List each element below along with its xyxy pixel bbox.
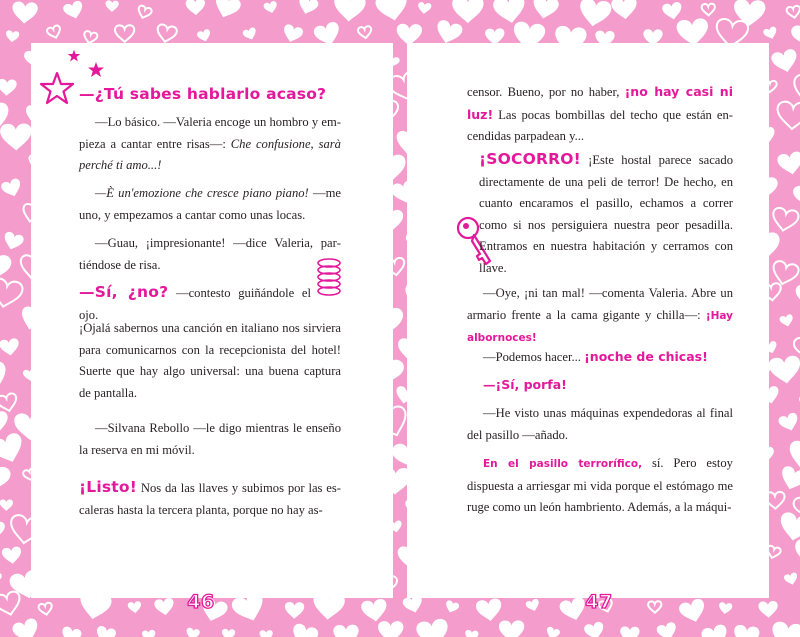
heart-icon <box>732 624 760 637</box>
paragraph-text: —Podemos hacer... <box>483 350 585 364</box>
paragraph-text: Las pocas bombillas del techo que están encendidas parpadean y... <box>467 107 733 144</box>
emphasis-text: ¡Hay albornoces! <box>467 309 733 345</box>
emphasis-text: En el pasillo terrorífico, <box>483 458 643 470</box>
heart-icon <box>105 0 119 12</box>
paragraph <box>79 84 341 107</box>
heart-icon <box>776 101 800 130</box>
paragraph <box>79 112 341 177</box>
heart-icon <box>475 598 503 623</box>
heart-icon <box>281 23 304 45</box>
paragraph-text: ¡Ojalá sabernos una canción en italiano nos sirviera para comunicarnos con la recepcionista del hotel! Suerte que hay algo universal: una buena captura de pantalla. <box>79 321 341 400</box>
paragraph-text: —me uno, y empezamos a cantar como unas locas. <box>79 186 341 222</box>
heart-icon <box>620 626 640 637</box>
paragraph <box>79 418 341 461</box>
heart-icon <box>656 621 679 637</box>
heart-icon <box>786 5 800 18</box>
heart-icon <box>531 0 560 21</box>
star-filled-icon <box>67 49 81 63</box>
heart-icon <box>0 431 27 467</box>
left-page <box>31 43 393 613</box>
heart-icon <box>0 79 17 96</box>
heart-icon <box>196 29 212 44</box>
paragraph <box>79 233 341 276</box>
emphasis-text: ¡SOCORRO! <box>479 150 581 168</box>
heart-icon <box>465 630 479 637</box>
emphasis-text: —Sí, ¿no? <box>79 283 169 301</box>
paragraph <box>467 346 733 369</box>
heart-icon <box>583 621 606 637</box>
heart-icon <box>263 0 279 14</box>
paragraph <box>79 477 341 521</box>
heart-icon <box>115 25 134 42</box>
heart-icon <box>733 0 766 28</box>
heart-icon <box>0 52 1 67</box>
heart-icon <box>790 21 800 48</box>
page-number: 47 <box>585 591 613 613</box>
heart-icon <box>777 412 800 434</box>
heart-icon <box>5 30 19 43</box>
paragraph <box>79 318 341 404</box>
heart-icon <box>333 0 366 23</box>
heart-icon <box>1 546 22 565</box>
heart-icon <box>0 571 2 584</box>
heart-icon <box>0 338 20 357</box>
heart-icon <box>768 355 800 386</box>
heart-icon <box>648 601 662 613</box>
heart-icon <box>185 0 205 16</box>
star-outline-icon <box>39 71 75 107</box>
heart-icon <box>46 25 62 40</box>
heart-icon <box>127 601 142 614</box>
paragraph-text: —Silvana Rebollo —le digo mientras le enseño la reserva en mi móvil. <box>79 421 341 457</box>
paragraph <box>467 374 733 397</box>
emphasis-text: —¡Sí, porfa! <box>483 377 567 392</box>
right-page <box>407 43 769 613</box>
heart-icon <box>333 624 359 637</box>
paragraph-text: sí. Pero estoy dispuesta a arriesgar mi vida porque el estómago me ruge como un león hambriento. Además, a la máqui- <box>467 456 733 515</box>
paragraph-text: —Guau, ¡impresionante! —dice Valeria, partiéndose de risa. <box>79 236 341 272</box>
italic-text: Che confusione, sarà perché ti amo...! <box>79 136 341 173</box>
heart-icon <box>415 618 450 637</box>
emphasis-text: ¡Listo! <box>79 478 138 496</box>
heart-icon <box>289 622 319 637</box>
paragraph-text: —Oye, ¡ni tan mal! —comenta Valeria. Abre un armario frente a la cama gigante y chilla—: <box>467 286 733 322</box>
heart-icon <box>525 598 541 613</box>
paragraph <box>79 183 341 226</box>
heart-icon <box>0 499 13 510</box>
heart-icon <box>259 630 272 637</box>
heart-icon <box>545 626 561 637</box>
paragraph-text: —He visto unas máquinas expendedoras al final del pasillo —añado. <box>467 406 733 442</box>
heart-icon <box>792 182 800 208</box>
heart-icon <box>794 539 800 568</box>
heart-icon <box>776 151 800 177</box>
emphasis-text: ¡no hay casi ni luz! <box>467 84 733 122</box>
heart-icon <box>242 27 258 42</box>
heart-icon <box>0 393 19 414</box>
heart-icon <box>662 1 684 20</box>
heart-icon <box>758 601 778 618</box>
emphasis-text: ¡noche de chicas! <box>584 349 708 364</box>
heart-icon <box>285 602 305 619</box>
heart-icon <box>11 617 42 637</box>
star-filled-icon <box>87 61 105 79</box>
heart-icon <box>499 620 525 637</box>
heart-icon <box>791 74 800 106</box>
paragraph <box>467 403 733 446</box>
heart-icon <box>0 360 11 396</box>
heart-icon <box>577 0 613 29</box>
heart-icon <box>0 0 2 16</box>
heart-icon <box>222 629 236 637</box>
heart-icon <box>0 410 10 435</box>
heart-icon <box>62 0 85 21</box>
heart-icon <box>154 597 176 616</box>
heart-icon <box>0 177 24 199</box>
heart-icon <box>701 4 715 16</box>
heart-icon <box>0 123 32 151</box>
heart-icon <box>777 511 800 543</box>
paragraph-text: —contesto guiñándole el ojo. <box>79 286 311 322</box>
heart-icon <box>417 2 432 15</box>
heart-icon <box>678 597 708 625</box>
heart-icon <box>452 0 483 23</box>
heart-icon <box>185 627 200 637</box>
heart-icon <box>718 602 733 615</box>
page-number: 46 <box>187 591 215 613</box>
heart-icon <box>778 465 800 494</box>
heart-icon <box>296 0 319 17</box>
paragraph-text: ¡Este hostal parece sacado directamente de una peli de terror! De hecho, en cuanto encaramos el pasillo, echamos a correr como si nos persiguiera nuestra peor pesadilla. Entramos en nuestra habitación y cerramos con llave. <box>479 153 733 275</box>
heart-icon <box>770 207 799 233</box>
heart-icon <box>795 285 800 308</box>
heart-icon <box>211 0 242 21</box>
heart-icon <box>94 625 117 637</box>
heart-icon <box>0 277 24 309</box>
heart-icon <box>142 630 156 637</box>
heart-icon <box>60 626 83 637</box>
paragraph <box>467 283 733 350</box>
heart-icon <box>136 5 152 20</box>
paragraph <box>467 453 733 519</box>
heart-icon <box>378 621 403 637</box>
heart-icon <box>770 621 800 637</box>
heart-icon <box>0 590 23 617</box>
heart-icon <box>611 0 638 20</box>
heart-icon <box>374 0 410 23</box>
heart-icon <box>12 1 39 24</box>
heart-icon <box>762 26 778 41</box>
heart-icon <box>155 24 177 44</box>
italic-text: —È un'emozione che cresce piano piano! <box>95 186 309 200</box>
paragraph-text: Nos da las llaves y subimos por las escaleras hasta la tercera planta, porque no hay as- <box>79 481 341 517</box>
heart-icon <box>779 314 795 328</box>
heart-icon <box>0 522 5 539</box>
heading-text: —¿Tú sabes hablarlo acaso? <box>79 85 327 103</box>
heart-icon <box>2 231 25 252</box>
heart-icon <box>38 602 53 615</box>
heart-icon <box>783 572 799 586</box>
heart-icon <box>700 623 730 637</box>
paragraph-text: censor. Bueno, por no haber, <box>467 85 625 99</box>
paragraph <box>467 149 733 280</box>
heart-icon <box>444 599 460 614</box>
heart-icon <box>360 598 388 623</box>
heart-icon <box>0 461 12 495</box>
paragraph-text: —Lo básico. —Valeria encoge un hombro y empieza a cantar entre risas—: <box>79 115 341 151</box>
heart-icon <box>358 26 373 39</box>
paragraph <box>467 81 733 148</box>
heart-icon <box>770 48 800 75</box>
